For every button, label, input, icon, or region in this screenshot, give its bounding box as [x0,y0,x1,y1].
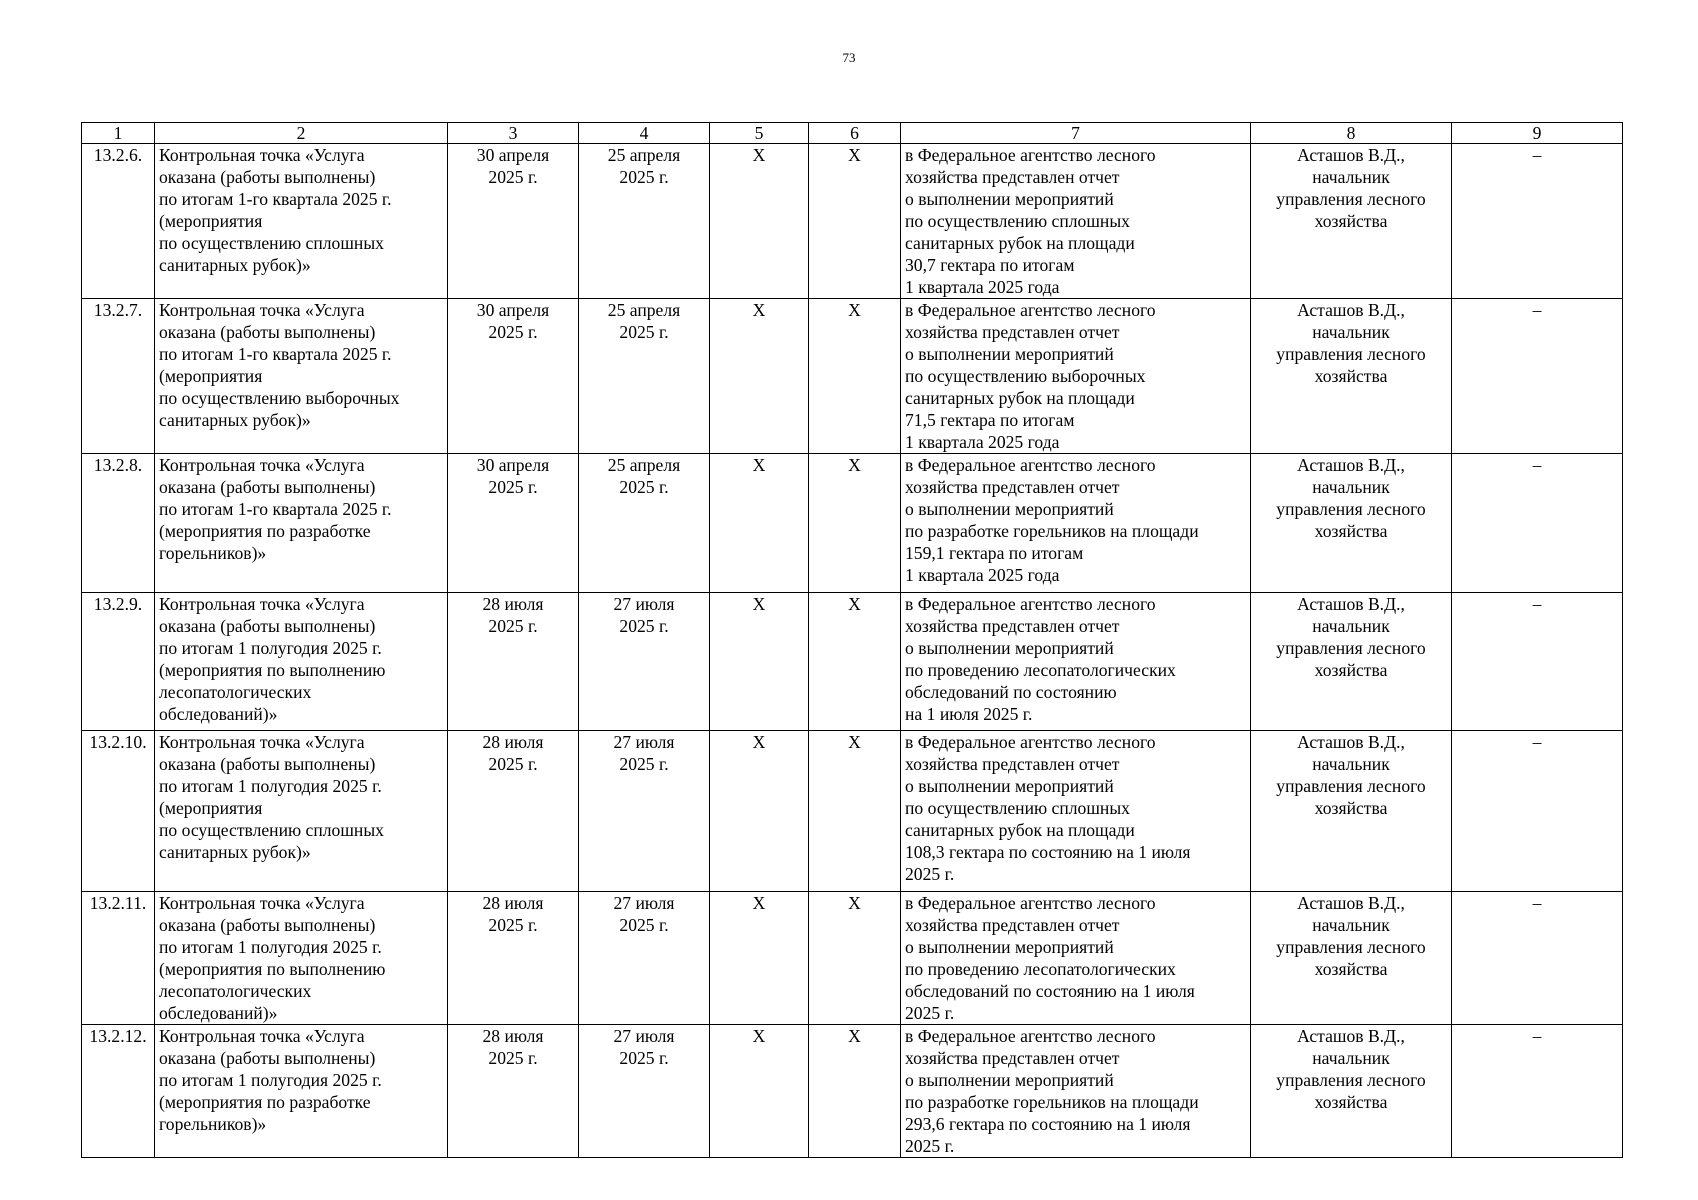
actual-date: 27 июля 2025 г. [579,731,710,892]
planned-date: 30 апреля 2025 г. [448,454,579,593]
control-point-name: Контрольная точка «Услуга оказана (работы выполнены) по итогам 1 полугодия 2025 г. (мероприятия по выполнению лесопатологических обследований)» [155,892,448,1025]
planned-date: 28 июля 2025 г. [448,892,579,1025]
responsible-person: Асташов В.Д., начальник управления лесного хозяйства [1251,299,1452,454]
note: – [1452,299,1623,454]
responsible-person: Асташов В.Д., начальник управления лесного хозяйства [1251,892,1452,1025]
actual-date: 27 июля 2025 г. [579,892,710,1025]
col5-mark: Х [710,144,809,299]
result-description: в Федеральное агентство лесного хозяйства представлен отчет о выполнении мероприятий по осуществлению сплошных санитарных рубок на площади 30,7 гектара по итогам 1 квартала 2025 года [901,144,1251,299]
header-col-2: 2 [155,123,448,144]
control-point-name: Контрольная точка «Услуга оказана (работы выполнены) по итогам 1-го квартала 2025 г. (мероприятия по осуществлению выборочных санитарных рубок)» [155,299,448,454]
responsible-person: Асташов В.Д., начальник управления лесного хозяйства [1251,1025,1452,1158]
note: – [1452,1025,1623,1158]
col5-mark: Х [710,454,809,593]
row-number: 13.2.11. [82,892,155,1025]
responsible-person: Асташов В.Д., начальник управления лесного хозяйства [1251,144,1452,299]
note: – [1452,731,1623,892]
table-row [82,144,1623,299]
header-col-5: 5 [710,123,809,144]
planned-date: 30 апреля 2025 г. [448,144,579,299]
table-row [82,454,1623,593]
responsible-person: Асташов В.Д., начальник управления лесного хозяйства [1251,593,1452,731]
result-description: в Федеральное агентство лесного хозяйства представлен отчет о выполнении мероприятий по разработке горельников на площади 159,1 гектара по итогам 1 квартала 2025 года [901,454,1251,593]
col5-mark: Х [710,892,809,1025]
header-col-6: 6 [809,123,901,144]
header-col-7: 7 [901,123,1251,144]
control-point-name: Контрольная точка «Услуга оказана (работы выполнены) по итогам 1-го квартала 2025 г. (мероприятия по разработке горельников)» [155,454,448,593]
header-col-8: 8 [1251,123,1452,144]
note: – [1452,144,1623,299]
row-number: 13.2.8. [82,454,155,593]
col5-mark: Х [710,593,809,731]
control-points-table [81,122,1623,1158]
col6-mark: Х [809,892,901,1025]
planned-date: 28 июля 2025 г. [448,593,579,731]
control-point-name: Контрольная точка «Услуга оказана (работы выполнены) по итогам 1 полугодия 2025 г. (мероприятия по выполнению лесопатологических обследований)» [155,593,448,731]
actual-date: 25 апреля 2025 г. [579,144,710,299]
planned-date: 30 апреля 2025 г. [448,299,579,454]
actual-date: 27 июля 2025 г. [579,593,710,731]
control-point-name: Контрольная точка «Услуга оказана (работы выполнены) по итогам 1 полугодия 2025 г. (мероприятия по осуществлению сплошных санитарных рубок)» [155,731,448,892]
col6-mark: Х [809,144,901,299]
table-row [82,593,1623,731]
col6-mark: Х [809,454,901,593]
header-col-9: 9 [1452,123,1623,144]
table-header-row [82,123,1623,144]
col5-mark: Х [710,299,809,454]
table-row [82,892,1623,1025]
control-point-name: Контрольная точка «Услуга оказана (работы выполнены) по итогам 1 полугодия 2025 г. (мероприятия по разработке горельников)» [155,1025,448,1158]
row-number: 13.2.6. [82,144,155,299]
result-description: в Федеральное агентство лесного хозяйства представлен отчет о выполнении мероприятий по осуществлению выборочных санитарных рубок на площади 71,5 гектара по итогам 1 квартала 2025 года [901,299,1251,454]
page-number: 73 [842,50,856,65]
col5-mark: Х [710,731,809,892]
planned-date: 28 июля 2025 г. [448,1025,579,1158]
note: – [1452,593,1623,731]
header-col-1: 1 [82,123,155,144]
actual-date: 27 июля 2025 г. [579,1025,710,1158]
note: – [1452,454,1623,593]
table-row [82,731,1623,892]
responsible-person: Асташов В.Д., начальник управления лесного хозяйства [1251,731,1452,892]
table-row [82,299,1623,454]
actual-date: 25 апреля 2025 г. [579,454,710,593]
row-number: 13.2.12. [82,1025,155,1158]
col6-mark: Х [809,731,901,892]
header-col-3: 3 [448,123,579,144]
control-point-name: Контрольная точка «Услуга оказана (работы выполнены) по итогам 1-го квартала 2025 г. (мероприятия по осуществлению сплошных санитарных рубок)» [155,144,448,299]
header-col-4: 4 [579,123,710,144]
row-number: 13.2.10. [82,731,155,892]
result-description: в Федеральное агентство лесного хозяйства представлен отчет о выполнении мероприятий по осуществлению сплошных санитарных рубок на площади 108,3 гектара по состоянию на 1 июля 2025 г. [901,731,1251,892]
result-description: в Федеральное агентство лесного хозяйства представлен отчет о выполнении мероприятий по разработке горельников на площади 293,6 гектара по состоянию на 1 июля 2025 г. [901,1025,1251,1158]
table-row [82,1025,1623,1158]
row-number: 13.2.7. [82,299,155,454]
row-number: 13.2.9. [82,593,155,731]
col6-mark: Х [809,1025,901,1158]
result-description: в Федеральное агентство лесного хозяйства представлен отчет о выполнении мероприятий по проведению лесопатологических обследований по состоянию на 1 июля 2025 г. [901,593,1251,731]
col6-mark: Х [809,299,901,454]
col5-mark: Х [710,1025,809,1158]
note: – [1452,892,1623,1025]
actual-date: 25 апреля 2025 г. [579,299,710,454]
col6-mark: Х [809,593,901,731]
planned-date: 28 июля 2025 г. [448,731,579,892]
result-description: в Федеральное агентство лесного хозяйства представлен отчет о выполнении мероприятий по проведению лесопатологических обследований по состоянию на 1 июля 2025 г. [901,892,1251,1025]
responsible-person: Асташов В.Д., начальник управления лесного хозяйства [1251,454,1452,593]
